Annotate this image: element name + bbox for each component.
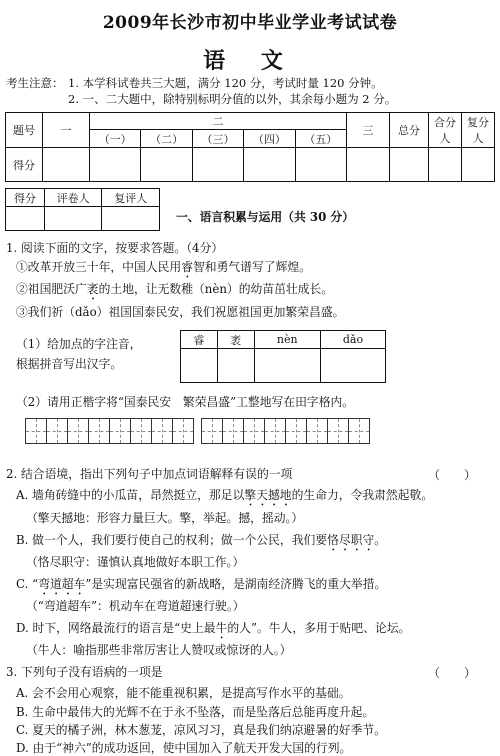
q2-option-b [16,532,386,554]
q1-sentence-1 [16,259,311,281]
notice-label: 考生注意： [6,76,64,90]
q2-b-dotted: 恪尽职守 [327,533,375,547]
tianzige-cell[interactable] [285,418,307,444]
score-cell[interactable] [347,148,390,182]
tianzige-cell[interactable] [151,418,173,444]
row-label-score: 得分 [6,148,43,182]
q2-d-dotted: 牛 [215,621,228,635]
q2-option-c [16,576,386,598]
tianzige-cell[interactable] [306,418,328,444]
tianzige-cell[interactable] [327,418,349,444]
pinyin-header-2: 袤 [217,331,254,349]
notice-line-1: 1. 本学科试卷共三大题，满分 120 分，考试时量 120 分钟。 [68,76,383,90]
q1-s1-pre: ①改革开放三十年，中国人民用 [16,260,182,274]
q2-c-post: ”是实现富民强省的新战略，是湖南经济腾飞的重大举措。 [85,577,387,591]
tianzige-cell[interactable] [264,418,286,444]
pinyin-table [180,330,386,383]
q3-option-c: C. 夏天的橘子洲，林木葱茏，凉风习习，真是我们纳凉避暑的好季节。 [16,723,387,737]
q2-c-note: （“弯道超车”：机动车在弯道超速行驶。） [26,599,245,613]
q2-c-pre: C. “ [16,577,39,591]
sub-col-2: （二） [141,130,192,148]
q1-s2-post: 的土地，让无数稚（nèn）的幼苗茁壮成长。 [98,282,334,296]
q2-b-post: 。 [374,533,387,547]
col-checker: 合分人 [429,113,462,148]
score-cell[interactable] [141,148,192,182]
col-part-one: 一 [43,113,90,148]
row-label-question-no: 题号 [6,113,43,148]
tianzige-cell[interactable] [172,418,194,444]
score-cell[interactable] [90,148,141,182]
q2-d-post: 的人”。牛人，多用于贴吧、论坛。 [227,621,411,635]
q1-sub2: （2）请用正楷字将“国泰民安 繁荣昌盛”工整地写在田字格内。 [16,395,355,409]
pinyin-header-4: dǎo [320,331,385,349]
tianzige-cell[interactable] [25,418,47,444]
score-cell[interactable] [43,148,90,182]
q1-sentence-2 [16,281,333,303]
sub-col-1: （一） [90,130,141,148]
q3-answer-paren[interactable]: （ ） [428,666,477,680]
tianzige-cell[interactable] [109,418,131,444]
section-one-heading: 一、语言积累与运用（共 30 分） [176,210,354,224]
q2-option-d [16,620,410,642]
notice-line-2: 2. 一、二大题中，除特别标明分值的以外，其余每小题为 2 分。 [68,92,397,106]
tianzige-cell[interactable] [348,418,370,444]
subject-title: 语 文 [203,48,297,74]
col-rechecker: 复分人 [462,113,495,148]
exam-title: 2009年长沙市初中毕业学业考试试卷 [102,13,398,33]
q2-a-post: 的生命力，令我肃然起敬。 [291,488,434,502]
q1-s2-dotted: 袤 [86,282,99,296]
col-total: 总分 [390,113,429,148]
q2-b-note: （恪尽职守：谨慎认真地做好本职工作。） [26,555,245,569]
q1-sentence-3: ③我们祈（dǎo）祖国国泰民安，我们祝愿祖国更加繁荣昌盛。 [16,305,345,319]
q2-a-pre: A. 墙角砖缝中的小瓜苗，昂然挺立，那足以 [16,488,245,502]
q3-option-d: D. 由于“神六”的成功返回，使中国加入了航天开发大国的行列。 [16,741,352,755]
q2-c-dotted: 弯道超车 [38,577,86,591]
q3-stem: 3. 下列句子没有语病的一项是 [6,665,163,679]
q2-a-dotted: 擎天撼地 [244,488,292,502]
q1-s2-pre: ②祖国肥沃广 [16,282,87,296]
grader-cell[interactable] [44,207,102,231]
pinyin-answer-cell[interactable] [181,349,218,383]
reviewer-cell[interactable] [102,207,160,231]
q2-answer-paren[interactable]: （ ） [428,468,477,482]
q1-s1-dotted: 睿 [181,260,193,274]
q1-sub1-line2: 根据拼音写出汉字。 [16,357,123,371]
score-cell[interactable] [295,148,346,182]
sub-col-3: （三） [192,130,243,148]
score-cell[interactable] [192,148,243,182]
tianzige-grid[interactable] [26,418,370,444]
score-table [5,112,495,182]
grader-score-cell[interactable] [6,207,45,231]
pinyin-answer-cell[interactable] [320,349,385,383]
pinyin-header-3: nèn [254,331,320,349]
score-cell[interactable] [390,148,429,182]
col-part-two: 二 [90,113,347,130]
sub-col-4: （四） [244,130,295,148]
score-cell[interactable] [244,148,295,182]
pinyin-answer-cell[interactable] [254,349,320,383]
q2-a-note: （擎天撼地：形容力量巨大。擎，举起。撼，摇动。） [26,511,304,525]
reviewer-label: 复评人 [102,189,160,207]
pinyin-header-1: 睿 [181,331,218,349]
score-cell[interactable] [462,148,495,182]
tianzige-cell[interactable] [243,418,265,444]
q1-s1-post: 智和勇气谱写了辉煌。 [192,260,311,274]
sub-col-5: （五） [295,130,346,148]
tianzige-cell[interactable] [130,418,152,444]
tianzige-cell[interactable] [201,418,223,444]
grader-label: 评卷人 [44,189,102,207]
score-cell[interactable] [429,148,462,182]
q2-option-a [16,487,433,509]
tianzige-cell[interactable] [222,418,244,444]
q3-option-a: A. 会不会用心观察，能不能重视积累，是提高写作水平的基础。 [16,686,351,700]
tianzige-cell[interactable] [46,418,68,444]
pinyin-answer-cell[interactable] [217,349,254,383]
q2-d-pre: D. 时下，网络最流行的语言是“史上最 [16,621,216,635]
q2-stem: 2. 结合语境，指出下列句子中加点词语解释有误的一项 [6,467,293,481]
grader-box [5,188,160,231]
q2-b-pre: B. 做一个人，我们要行使自己的权利；做一个公民，我们要 [16,533,328,547]
q2-d-note: （牛人：喻指那些非常厉害让人赞叹或惊讶的人。） [26,643,292,657]
tianzige-cell[interactable] [88,418,110,444]
q3-option-b: B. 生命中最伟大的光辉不在于永不坠落，而是坠落后总能再度升起。 [16,705,375,719]
q1-sub1-line1: （1）给加点的字注音， [16,337,142,351]
grader-score-label: 得分 [6,189,45,207]
q1-stem: 1. 阅读下面的文字，按要求答题。（4分） [6,241,224,255]
tianzige-cell[interactable] [67,418,89,444]
col-part-three: 三 [347,113,390,148]
